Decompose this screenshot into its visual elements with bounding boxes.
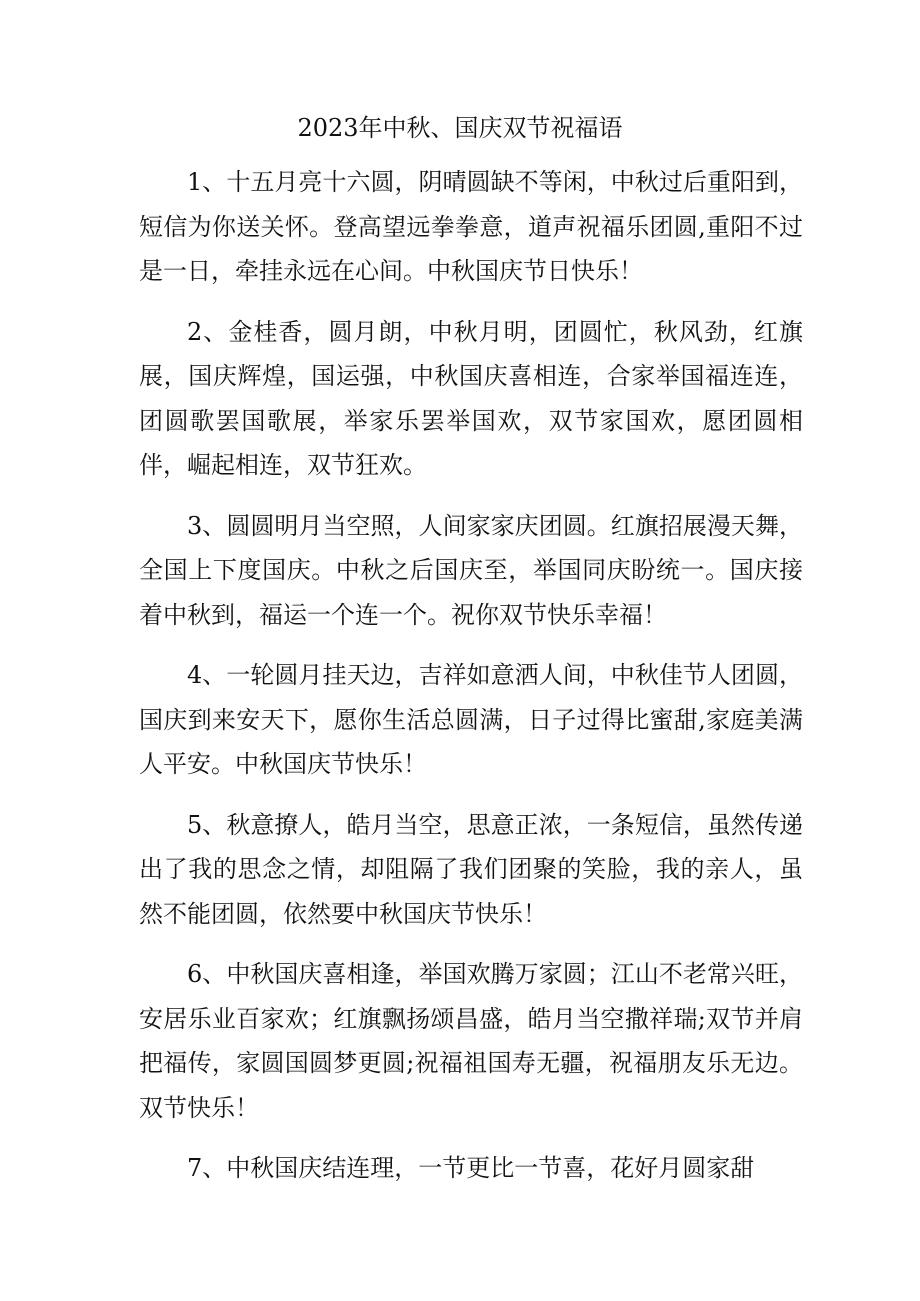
document-body [139, 160, 803, 1207]
paragraph-5: 5、秋意撩人，皓月当空，思意正浓，一条短信，虽然传递出了我的思念之情，却阻隔了我们团聚的笑脸，我的亲人，虽然不能团圆，依然要中秋国庆节快乐！ [139, 810, 803, 928]
paragraph-1: 1、十五月亮十六圆，阴晴圆缺不等闲，中秋过后重阳到，短信为你送关怀。登高望远拳拳意，道声祝福乐团圆,重阳不过是一日，牵挂永远在心间。中秋国庆节日快乐！ [139, 168, 803, 285]
paragraph-7: 7、中秋国庆结连理，一节更比一节喜，花好月圆家甜 [187, 1154, 755, 1182]
paragraph-4: 4、一轮圆月挂天边，吉祥如意洒人间，中秋佳节人团圆，国庆到来安天下，愿你生活总圆满，日子过得比蜜甜,家庭美满人平安。中秋国庆节快乐！ [139, 661, 803, 778]
document-title: 2023年中秋、国庆双节祝福语 [297, 114, 623, 142]
paragraph-3: 3、圆圆明月当空照，人间家家庆团圆。红旗招展漫天舞，全国上下度国庆。中秋之后国庆至，举国同庆盼统一。国庆接着中秋到，福运一个连一个。祝你双节快乐幸福！ [139, 511, 803, 629]
paragraph-6: 6、中秋国庆喜相逢，举国欢腾万家圆；江山不老常兴旺，安居乐业百家欢；红旗飘扬颂昌盛，皓月当空撒祥瑞;双节并肩把福传，家圆国圆梦更圆;祝福祖国寿无疆，祝福朋友乐无边。双节快乐！ [139, 960, 803, 1122]
paragraph-2: 2、金桂香，圆月朗，中秋月明，团圆忙，秋风劲，红旗展，国庆辉煌，国运强，中秋国庆喜相连，合家举国福连连，团圆歌罢国歌展，举家乐罢举国欢，双节家国欢，愿团圆相伴，崛起相连，双节狂欢。 [139, 317, 803, 479]
